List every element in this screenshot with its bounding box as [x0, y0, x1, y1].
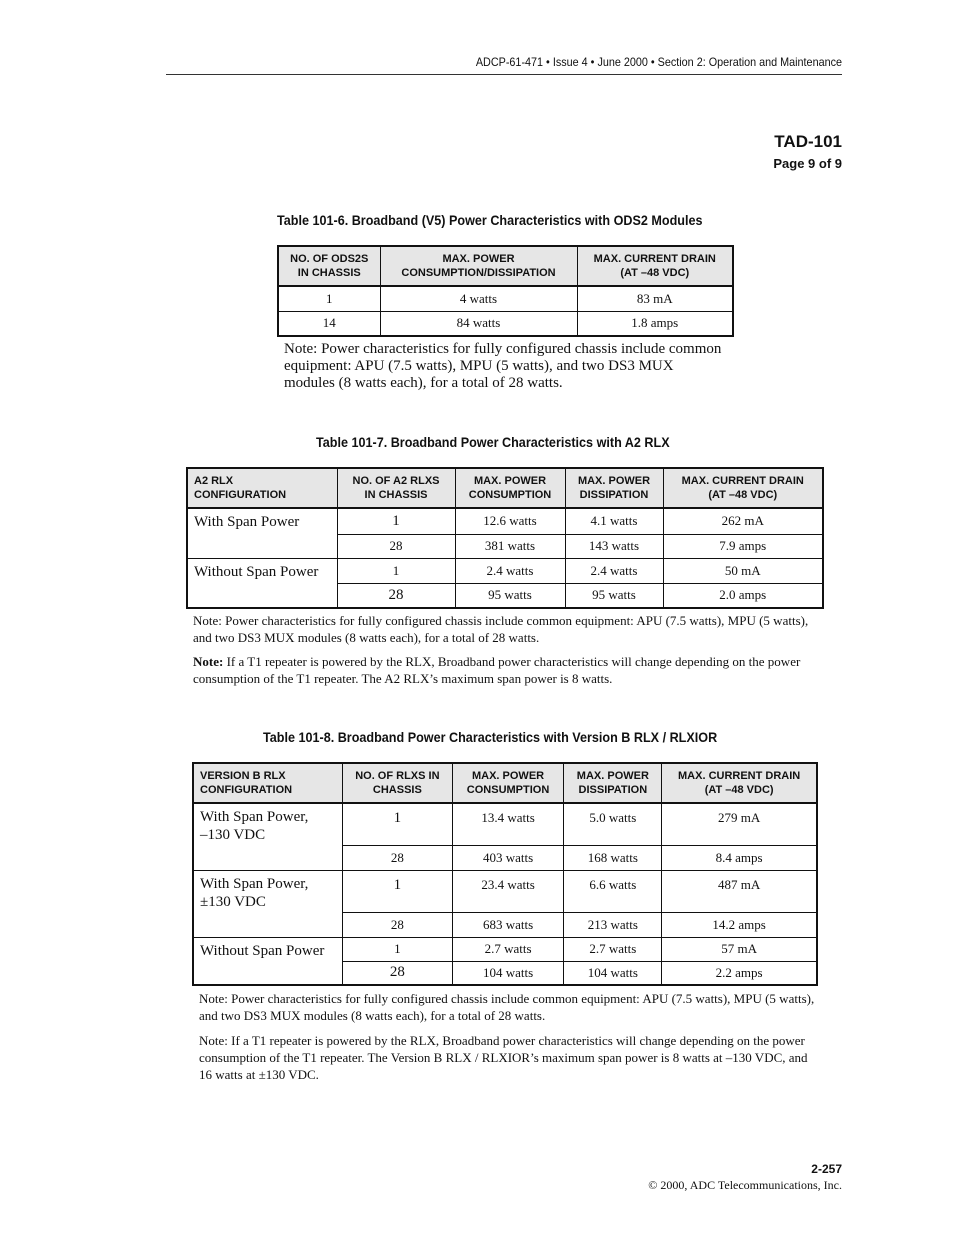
table-cell: 2.7 watts [452, 937, 564, 961]
table-row [193, 937, 817, 961]
running-header [166, 55, 842, 75]
table-cell: 95 watts [455, 583, 565, 608]
table-cell: 279 mA [662, 803, 817, 845]
table-cell: 2.7 watts [564, 937, 662, 961]
table-cell: 57 mA [662, 937, 817, 961]
table-cell: 28 [343, 845, 453, 870]
table-cell: 2.4 watts [455, 558, 565, 583]
table-row [278, 311, 733, 336]
table-6-header-col-2: MAX. POWER CONSUMPTION/DISSIPATION [380, 246, 577, 286]
table-8-note-1: Note: Power characteristics for fully configured chassis include common equipment: APU (7.5 watts), MPU (5 watts), and two DS3 MUX modules (8 watts each), for a total of 28 watts. [199, 991, 815, 1023]
table-8-header-col-1: VERSION B RLX CONFIGURATION [193, 763, 343, 803]
table-8-title-text: Table 101-8. Broadband Power Characteristics with Version B RLX / RLXIOR [263, 729, 718, 745]
table-cell: 1 [278, 286, 380, 311]
table-7-title [316, 434, 709, 450]
table-cell: 5.0 watts [564, 803, 662, 845]
table-6 [277, 245, 734, 337]
table-cell: 1 [343, 803, 453, 845]
config-cell: With Span Power, ±130 VDC [193, 870, 343, 937]
table-cell: 104 watts [564, 961, 662, 985]
table-cell: 23.4 watts [452, 870, 564, 912]
table-cell: 7.9 amps [663, 534, 823, 558]
table-7-header-col-4: MAX. POWER DISSIPATION [565, 468, 663, 508]
table-8-header-col-3: MAX. POWER CONSUMPTION [452, 763, 564, 803]
table-7-header-col-5: MAX. CURRENT DRAIN (AT –48 VDC) [663, 468, 823, 508]
table-cell: 143 watts [565, 534, 663, 558]
table-row [193, 870, 817, 912]
table-cell: 14 [278, 311, 380, 336]
table-8-title [263, 729, 768, 745]
table-8-header-col-5: MAX. CURRENT DRAIN (AT –48 VDC) [662, 763, 817, 803]
page-indicator: Page 9 of 9 [773, 156, 842, 171]
table-cell: 1 [337, 508, 455, 534]
table-row [187, 558, 823, 583]
table-cell: 28 [343, 961, 453, 985]
table-7-note-2 [193, 653, 823, 687]
document-id: TAD-101 [774, 132, 842, 151]
table-cell: 83 mA [577, 286, 733, 311]
table-8-header-col-2: NO. OF RLXS IN CHASSIS [343, 763, 453, 803]
config-cell: Without Span Power [193, 937, 343, 985]
table-cell: 8.4 amps [662, 845, 817, 870]
table-6-note: Note: Power characteristics for fully configured chassis include common equipment: APU (7.5 watts), MPU (5 watts), and two DS3 MUX modules (8 watts each), for a total of 28 watts. [284, 341, 722, 391]
table-cell: 28 [337, 534, 455, 558]
config-cell: Without Span Power [187, 558, 337, 608]
table-cell: 28 [337, 583, 455, 608]
table-cell: 1 [343, 937, 453, 961]
table-6-header-col-3: MAX. CURRENT DRAIN (AT –48 VDC) [577, 246, 733, 286]
table-8-note-2: Note: If a T1 repeater is powered by the RLX, Broadband power characteristics will change depending on the power consumption of the T1 repeater. The Version B RLX / RLXIOR’s maximum span power is 8 watts at –130 VDC, and 16 watts at ±130 VDC. [199, 1033, 808, 1082]
table-6-title-text: Table 101-6. Broadband (V5) Power Characteristics with ODS2 Modules [277, 212, 703, 228]
table-cell: 12.6 watts [455, 508, 565, 534]
copyright: © 2000, ADC Telecommunications, Inc. [648, 1178, 842, 1192]
table-cell: 2.2 amps [662, 961, 817, 985]
page-number: 2-257 [811, 1162, 842, 1176]
table-7-note-2-text: If a T1 repeater is powered by the RLX, Broadband power characteristics will change depending on the power consumption of the T1 repeater. The A2 RLX’s maximum span power is 8 watts. [193, 654, 801, 686]
table-cell: 2.0 amps [663, 583, 823, 608]
table-row [187, 508, 823, 534]
table-7-header-col-2: NO. OF A2 RLXS IN CHASSIS [337, 468, 455, 508]
table-6-header-col-1: NO. OF ODS2S IN CHASSIS [278, 246, 380, 286]
table-6-title [277, 212, 750, 228]
config-cell: With Span Power [187, 508, 337, 558]
table-cell: 403 watts [452, 845, 564, 870]
table-cell: 1.8 amps [577, 311, 733, 336]
table-8 [192, 762, 818, 986]
table-cell: 84 watts [380, 311, 577, 336]
table-cell: 13.4 watts [452, 803, 564, 845]
table-cell: 487 mA [662, 870, 817, 912]
table-cell: 6.6 watts [564, 870, 662, 912]
table-cell: 1 [337, 558, 455, 583]
table-cell: 262 mA [663, 508, 823, 534]
table-7-note-2-label: Note: [193, 654, 224, 669]
table-row [193, 803, 817, 845]
table-cell: 104 watts [452, 961, 564, 985]
table-cell: 4.1 watts [565, 508, 663, 534]
table-7-header-col-1: A2 RLX CONFIGURATION [187, 468, 337, 508]
table-cell: 2.4 watts [565, 558, 663, 583]
table-7-header-col-3: MAX. POWER CONSUMPTION [455, 468, 565, 508]
table-cell: 381 watts [455, 534, 565, 558]
config-cell: With Span Power, –130 VDC [193, 803, 343, 870]
table-7-title-text: Table 101-7. Broadband Power Characteristics with A2 RLX [316, 434, 670, 450]
table-cell: 168 watts [564, 845, 662, 870]
table-8-header-col-4: MAX. POWER DISSIPATION [564, 763, 662, 803]
running-header-text: ADCP-61-471 • Issue 4 • June 2000 • Section 2: Operation and Maintenance [475, 55, 842, 69]
table-cell: 213 watts [564, 912, 662, 937]
table-cell: 95 watts [565, 583, 663, 608]
table-7 [186, 467, 824, 609]
table-cell: 14.2 amps [662, 912, 817, 937]
table-cell: 683 watts [452, 912, 564, 937]
table-cell: 50 mA [663, 558, 823, 583]
table-cell: 28 [343, 912, 453, 937]
table-cell: 1 [343, 870, 453, 912]
table-row [278, 286, 733, 311]
table-cell: 4 watts [380, 286, 577, 311]
table-7-note-1: Note: Power characteristics for fully configured chassis include common equipment: APU (7.5 watts), MPU (5 watts), and two DS3 MUX modules (8 watts each), for a total of 28 watts. [193, 613, 809, 645]
